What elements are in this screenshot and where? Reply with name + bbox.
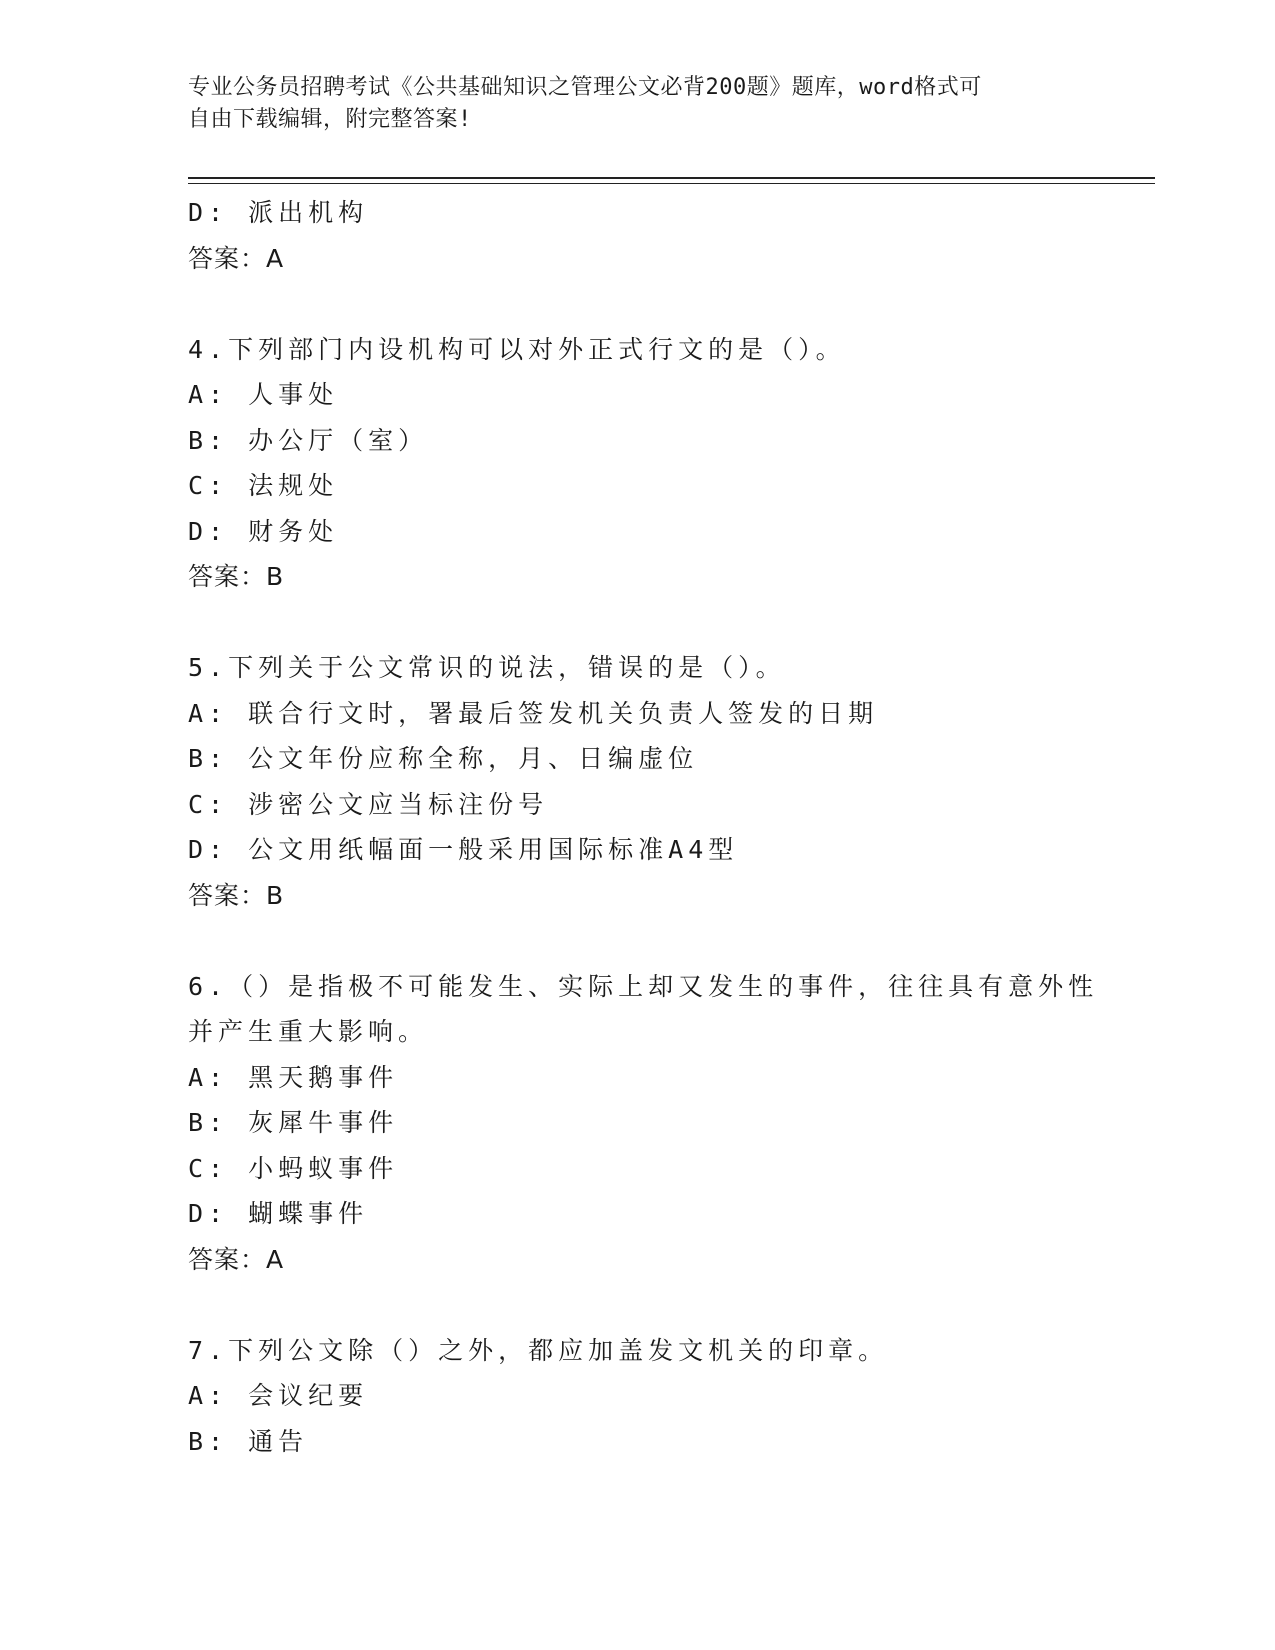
option-b: B: 公文年份应称全称，月、日编虚位 — [188, 744, 699, 773]
header-line-1: 专业公务员招聘考试《公共基础知识之管理公文必背200题》题库，word格式可 — [188, 75, 982, 100]
option-b: B: 灰犀牛事件 — [188, 1108, 399, 1137]
question-stem: 5.下列关于公文常识的说法，错误的是（）。 — [188, 653, 786, 682]
question-stem: 6.（）是指极不可能发生、实际上却又发生的事件，往往具有意外性 — [188, 971, 1099, 1001]
option-d: D: 公文用纸幅面一般采用国际标准A4型 — [188, 835, 739, 864]
option-b: B: 通告 — [188, 1426, 309, 1456]
option-c: C: 法规处 — [188, 471, 339, 500]
question-list — [188, 190, 1148, 1464]
option-a: A: 人事处 — [188, 380, 339, 409]
spacer — [188, 600, 1148, 646]
question-6 — [188, 964, 1148, 1283]
header-divider-thick — [188, 177, 1155, 179]
spacer — [188, 1282, 1148, 1328]
option-a: A: 联合行文时，署最后签发机关负责人签发的日期 — [188, 698, 879, 728]
option-d: D: 派出机构 — [188, 198, 369, 227]
header-line-2: 自由下载编辑，附完整答案! — [188, 107, 472, 132]
option-c: C: 小蚂蚁事件 — [188, 1153, 399, 1183]
spacer — [188, 281, 1148, 327]
answer: 答案：A — [188, 243, 285, 273]
option-a: A: 会议纪要 — [188, 1381, 369, 1410]
question-stem: 4.下列部门内设机构可以对外正式行文的是（）。 — [188, 334, 846, 364]
question-stem-continued: 并产生重大影响。 — [188, 1017, 429, 1046]
option-a: A: 黑天鹅事件 — [188, 1062, 399, 1092]
question-5 — [188, 645, 1148, 918]
answer: 答案：A — [188, 1244, 285, 1274]
option-c: C: 涉密公文应当标注份号 — [188, 789, 549, 819]
spacer — [188, 918, 1148, 964]
header-divider-thin — [188, 183, 1155, 184]
question-7 — [188, 1328, 1148, 1465]
question-4 — [188, 327, 1148, 600]
option-b: B: 办公厅（室） — [188, 425, 429, 455]
answer: 答案：B — [188, 562, 285, 591]
option-d: D: 蝴蝶事件 — [188, 1199, 369, 1228]
answer: 答案：B — [188, 880, 285, 910]
question-stem: 7.下列公文除（）之外，都应加盖发文机关的印章。 — [188, 1335, 889, 1365]
option-d: D: 财务处 — [188, 516, 339, 546]
question-3-tail — [188, 190, 1148, 281]
document-header — [188, 72, 1088, 136]
